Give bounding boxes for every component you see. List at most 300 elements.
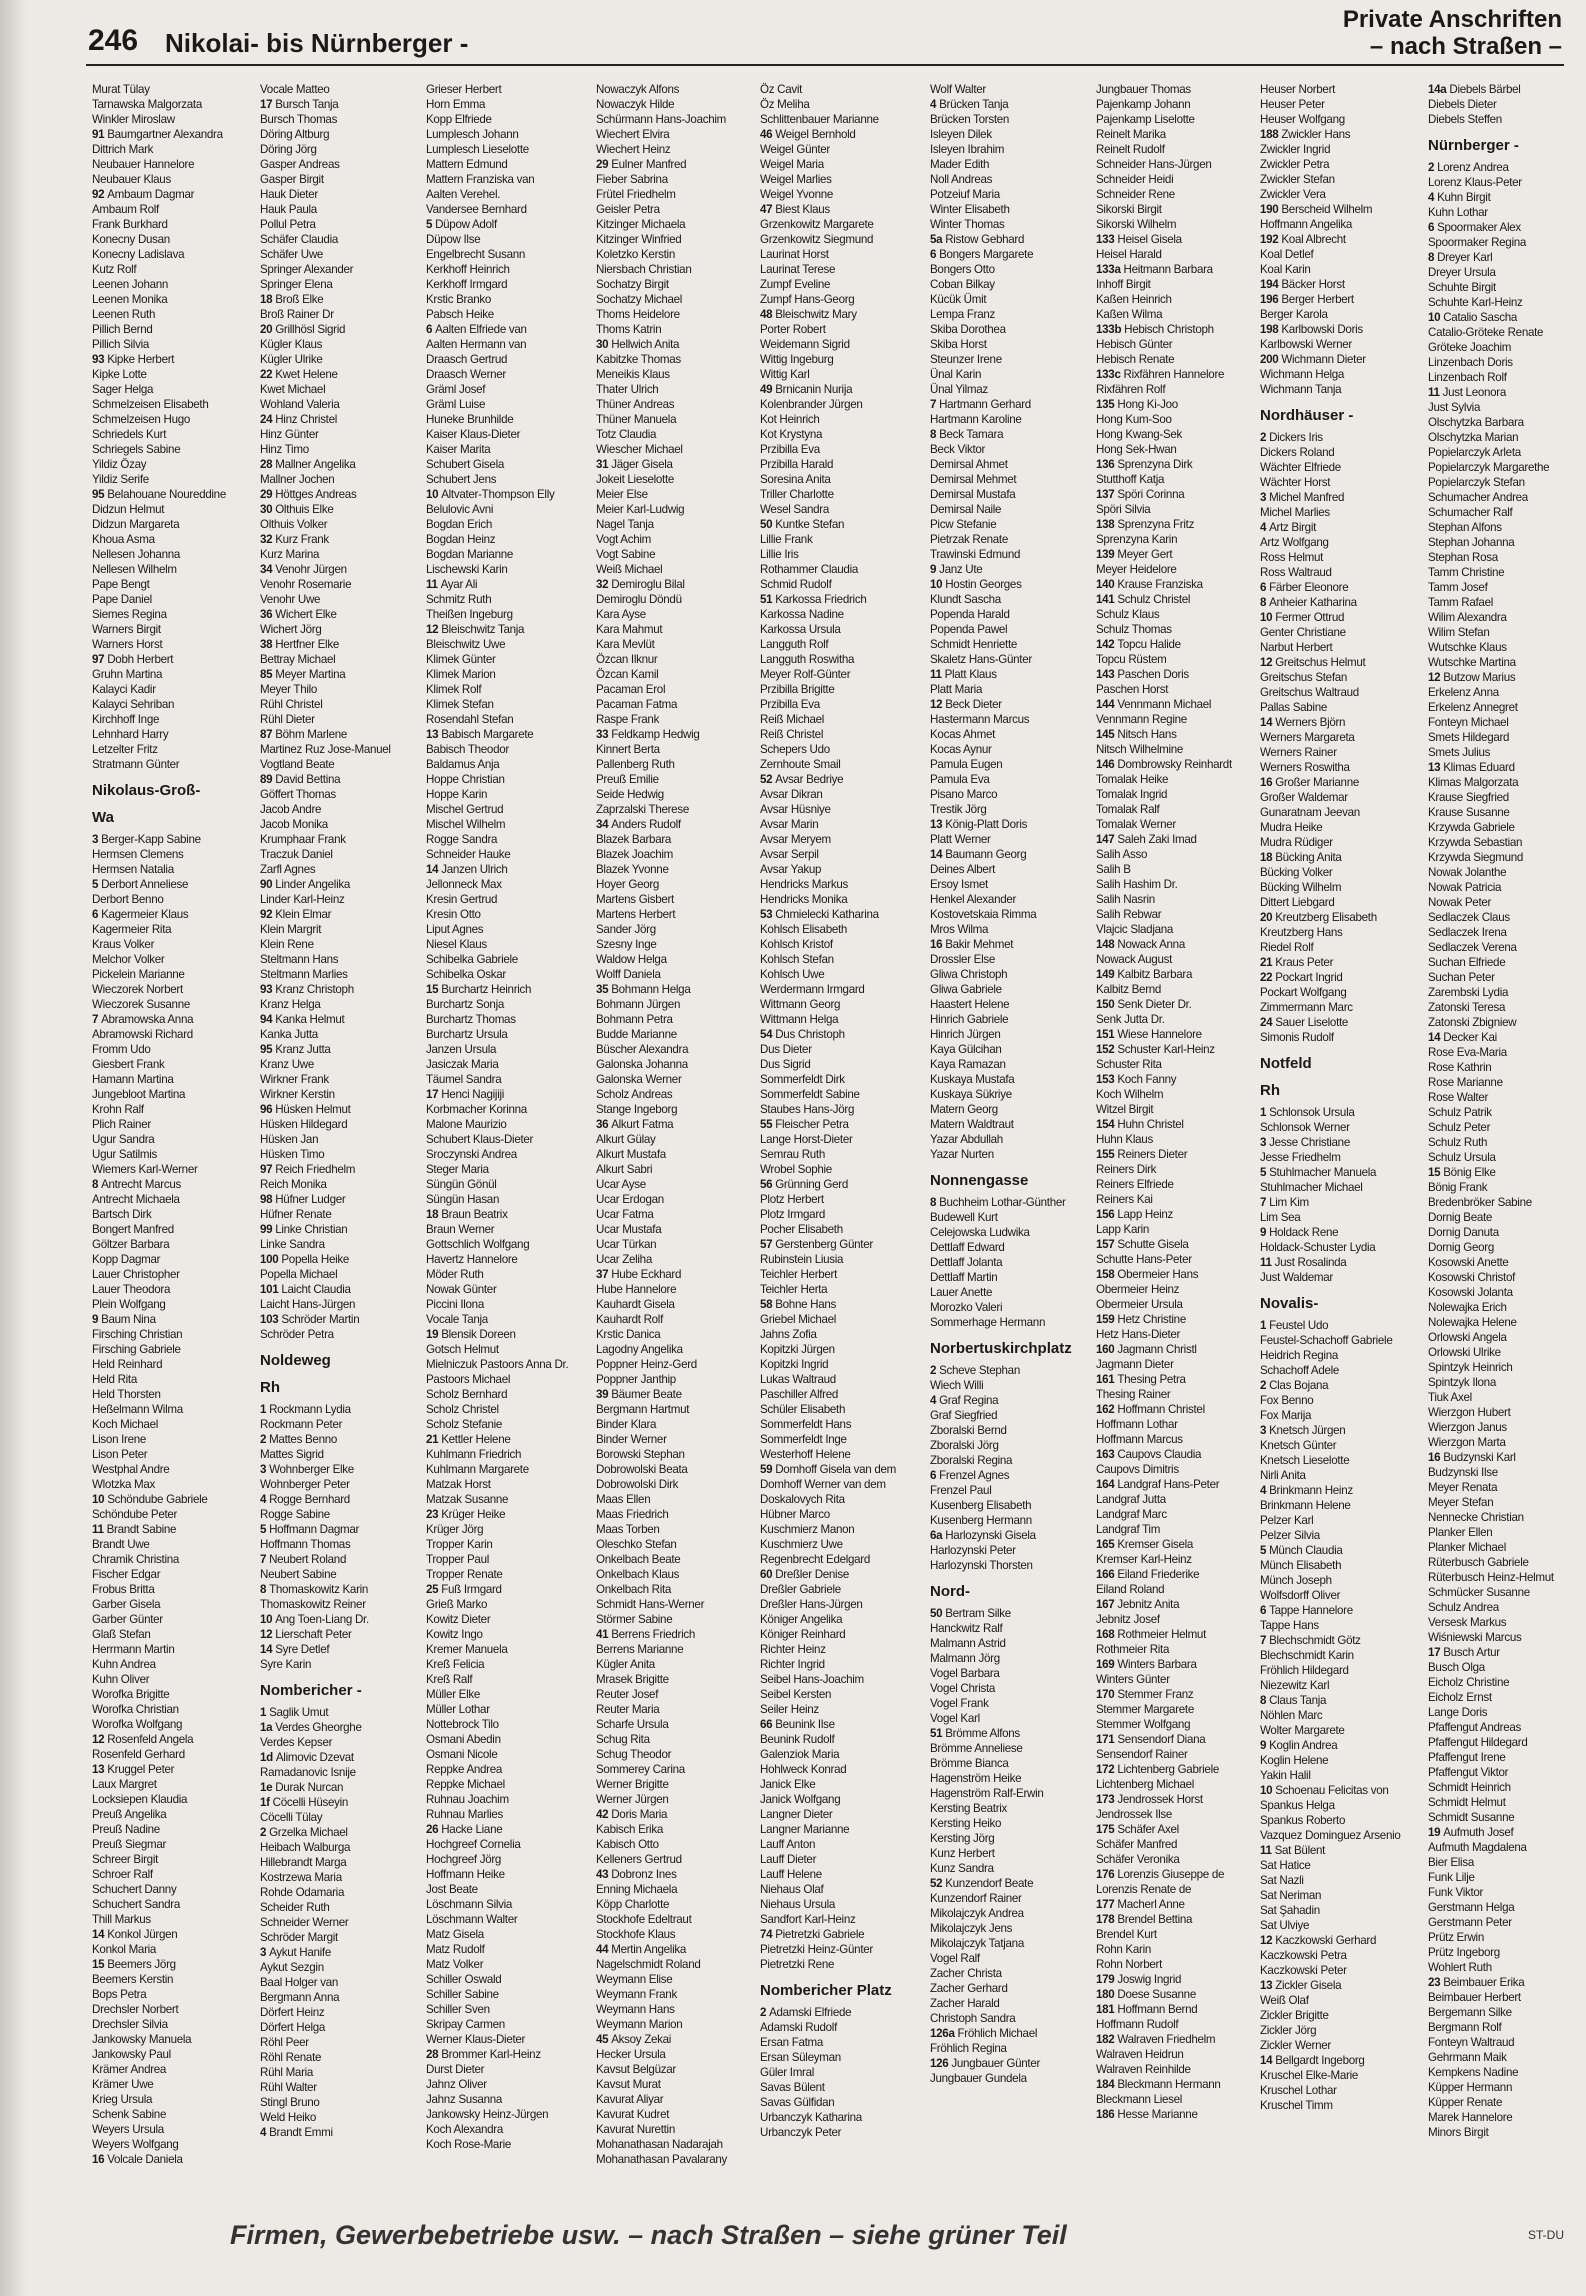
resident-entry: Wiśniewski Marcus bbox=[1428, 1631, 1522, 1644]
resident-entry: 15 Bönig Elke bbox=[1428, 1166, 1496, 1179]
resident-entry: Hong Kwang-Sek bbox=[1096, 428, 1183, 441]
resident-entry: Schmidt Henriette bbox=[930, 638, 1018, 651]
resident-entry: 4 Rogge Bernhard bbox=[260, 1493, 350, 1506]
resident-entry: Nöhlen Marc bbox=[1260, 1709, 1323, 1722]
resident-entry: Reiners Elfriede bbox=[1096, 1178, 1174, 1191]
resident-entry: Winkler Miroslaw bbox=[92, 113, 175, 126]
resident-entry: Schug Rita bbox=[596, 1733, 650, 1746]
resident-entry: Pape Bengt bbox=[92, 578, 150, 591]
resident-entry: 143 Paschen Doris bbox=[1096, 668, 1189, 681]
resident-entry: Wichmann Tanja bbox=[1260, 383, 1342, 396]
resident-entry: Neubauer Klaus bbox=[92, 173, 171, 186]
resident-entry: Richter Heinz bbox=[760, 1643, 826, 1656]
resident-entry: Bücking Volker bbox=[1260, 866, 1333, 879]
resident-entry: Hinrich Jürgen bbox=[930, 1028, 1001, 1041]
resident-entry: 48 Bleischwitz Mary bbox=[760, 308, 857, 321]
resident-entry: Öz Meliha bbox=[760, 98, 810, 111]
resident-entry: Werner Klaus-Dieter bbox=[426, 2033, 526, 2046]
resident-entry: 178 Brendel Bettina bbox=[1096, 1913, 1193, 1926]
resident-entry: Fonteyn Waltraud bbox=[1428, 2036, 1515, 2049]
resident-entry: Wiech Willi bbox=[930, 1379, 984, 1392]
resident-entry: 33 Feldkamp Hedwig bbox=[596, 728, 700, 741]
resident-entry: Bier Elisa bbox=[1428, 1856, 1474, 1869]
resident-entry: Haastert Helene bbox=[930, 998, 1010, 1011]
resident-entry: Beunink Rudolf bbox=[760, 1733, 835, 1746]
resident-entry: 51 Brömme Alfons bbox=[930, 1727, 1020, 1740]
resident-entry: Gräml Josef bbox=[426, 383, 486, 396]
resident-entry: Steltmann Marlies bbox=[260, 968, 348, 981]
resident-entry: Jankowsky Heinz-Jürgen bbox=[426, 2108, 549, 2121]
resident-entry: Konkol Maria bbox=[92, 1943, 157, 1956]
resident-entry: Martens Herbert bbox=[596, 908, 676, 921]
resident-entry: Broß Rainer Dr bbox=[260, 308, 334, 321]
resident-entry: 4 Kuhn Birgit bbox=[1428, 191, 1491, 204]
resident-entry: Kranz Uwe bbox=[260, 1058, 315, 1071]
resident-entry: Karlbowski Werner bbox=[1260, 338, 1352, 351]
resident-entry: Tiuk Axel bbox=[1428, 1391, 1472, 1404]
resident-entry: Scharfe Ursula bbox=[596, 1718, 669, 1731]
resident-entry: Ucar Mustafa bbox=[596, 1223, 662, 1236]
resident-entry: Müller Lothar bbox=[426, 1703, 490, 1716]
resident-entry: 22 Kwet Helene bbox=[260, 368, 338, 381]
resident-entry: Przibilla Brigitte bbox=[760, 683, 835, 696]
resident-entry: Kosowski Christof bbox=[1428, 1271, 1516, 1284]
resident-entry: Vocale Tanja bbox=[426, 1313, 488, 1326]
resident-entry: Schmidt Hans-Werner bbox=[596, 1598, 705, 1611]
resident-entry: Pillich Bernd bbox=[92, 323, 153, 336]
resident-entry: Langguth Roswitha bbox=[760, 653, 855, 666]
resident-entry: Gräml Luise bbox=[426, 398, 486, 411]
resident-entry: Porter Robert bbox=[760, 323, 826, 336]
resident-entry: 8 Dreyer Karl bbox=[1428, 251, 1493, 264]
resident-entry: 14 Bellgardt Ingeborg bbox=[1260, 2054, 1365, 2067]
resident-entry: 91 Baumgartner Alexandra bbox=[92, 128, 223, 141]
resident-entry: Nowaczyk Hilde bbox=[596, 98, 675, 111]
resident-entry: Adamski Rudolf bbox=[760, 2021, 837, 2034]
resident-entry: Kostrzewa Maria bbox=[260, 1871, 342, 1884]
resident-entry: Küpper Renate bbox=[1428, 2096, 1503, 2109]
resident-entry: 5 Münch Claudia bbox=[1260, 1544, 1343, 1557]
resident-entry: Thomaskowitz Reiner bbox=[260, 1598, 366, 1611]
resident-entry: Verdes Kepser bbox=[260, 1736, 333, 1749]
resident-entry: 136 Sprenzyna Dirk bbox=[1096, 458, 1193, 471]
resident-entry: 138 Sprenzyna Fritz bbox=[1096, 518, 1195, 531]
resident-entry: Vlajcic Sladjana bbox=[1096, 923, 1174, 936]
resident-entry: Göffert Thomas bbox=[260, 788, 336, 801]
resident-entry: 1f Cöcelli Hüseyin bbox=[260, 1796, 349, 1809]
resident-entry: Lumplesch Lieselotte bbox=[426, 143, 529, 156]
resident-entry: Hauk Paula bbox=[260, 203, 317, 216]
resident-entry: Celejowska Ludwika bbox=[930, 1226, 1030, 1239]
resident-entry: Lauff Anton bbox=[760, 1838, 816, 1851]
resident-entry: 3 Wohnberger Elke bbox=[260, 1463, 354, 1476]
resident-entry: Antrecht Michaela bbox=[92, 1193, 180, 1206]
resident-entry: Kaya Gülcihan bbox=[930, 1043, 1002, 1056]
resident-entry: Bergmann Hartmut bbox=[596, 1403, 690, 1416]
resident-entry: Caupovs Dimitris bbox=[1096, 1463, 1179, 1476]
resident-entry: 30 Hellwich Anita bbox=[596, 338, 680, 351]
resident-entry: Schröder Margit bbox=[260, 1931, 338, 1944]
resident-entry: 103 Schröder Martin bbox=[260, 1313, 360, 1326]
resident-entry: 184 Bleckmann Hermann bbox=[1096, 2078, 1221, 2091]
resident-entry: Laicht Hans-Jürgen bbox=[260, 1298, 356, 1311]
resident-entry: Pollul Petra bbox=[260, 218, 316, 231]
resident-entry: 159 Hetz Christine bbox=[1096, 1313, 1186, 1326]
resident-entry: Drechsler Norbert bbox=[92, 2003, 179, 2016]
resident-entry: Hetz Hans-Dieter bbox=[1096, 1328, 1181, 1341]
resident-entry: 52 Kunzendorf Beate bbox=[930, 1877, 1034, 1890]
resident-entry: 144 Vennmann Michael bbox=[1096, 698, 1212, 711]
resident-entry: Pabsch Heike bbox=[426, 308, 494, 321]
resident-entry: Matz Volker bbox=[426, 1958, 484, 1971]
resident-entry: Schriedels Kurt bbox=[92, 428, 167, 441]
resident-entry: Krumphaar Frank bbox=[260, 833, 346, 846]
street-heading: Nürnberger - bbox=[1428, 137, 1519, 154]
resident-entry: 146 Dombrowsky Reinhardt bbox=[1096, 758, 1232, 771]
resident-entry: 56 Grünning Gerd bbox=[760, 1178, 849, 1191]
resident-entry: Kavurat Kudret bbox=[596, 2108, 670, 2121]
resident-entry: 133a Heitmann Barbara bbox=[1096, 263, 1213, 276]
resident-entry: 8 Claus Tanja bbox=[1260, 1694, 1327, 1707]
resident-entry: Mischel Gertrud bbox=[426, 803, 504, 816]
resident-entry: Rose Kathrin bbox=[1428, 1061, 1492, 1074]
resident-entry: Savas Gülfidan bbox=[760, 2096, 835, 2109]
resident-entry: Baal Holger van bbox=[260, 1976, 338, 1989]
resident-entry: Hoffmann Lothar bbox=[1096, 1418, 1178, 1431]
resident-entry: Meyer Rolf-Günter bbox=[760, 668, 851, 681]
resident-entry: Lauer Anette bbox=[930, 1286, 993, 1299]
resident-entry: Rohde Odamaria bbox=[260, 1886, 345, 1899]
resident-entry: Grieser Herbert bbox=[426, 83, 502, 96]
resident-entry: Sedlaczek Verena bbox=[1428, 941, 1517, 954]
resident-entry: Schuchert Sandra bbox=[92, 1898, 181, 1911]
resident-entry: Salih Rebwar bbox=[1096, 908, 1162, 921]
resident-entry: Thesing Rainer bbox=[1096, 1388, 1171, 1401]
resident-entry: Zboralski Bernd bbox=[930, 1424, 1007, 1437]
resident-entry: Krause Susanne bbox=[1428, 806, 1510, 819]
running-head-line1: Private Anschriften bbox=[1342, 6, 1562, 33]
resident-entry: Tappe Hans bbox=[1260, 1619, 1319, 1632]
resident-entry: Nowak Jolanthe bbox=[1428, 866, 1507, 879]
resident-entry: Matzak Horst bbox=[426, 1478, 491, 1491]
resident-entry: Lumplesch Johann bbox=[426, 128, 519, 141]
resident-entry: Kohlsch Kristof bbox=[760, 938, 833, 951]
resident-entry: Kowitz Dieter bbox=[426, 1613, 491, 1626]
resident-entry: 8 Beck Tamara bbox=[930, 428, 1004, 441]
resident-entry: Konecny Dusan bbox=[92, 233, 170, 246]
resident-entry: Pelzer Karl bbox=[1260, 1514, 1314, 1527]
resident-entry: Didzun Margareta bbox=[92, 518, 180, 531]
resident-entry: Schuhte Karl-Heinz bbox=[1428, 296, 1523, 309]
resident-entry: Schlittenbauer Marianne bbox=[760, 113, 879, 126]
resident-entry: Waldow Helga bbox=[596, 953, 667, 966]
resident-entry: Malmann Jörg bbox=[930, 1652, 1000, 1665]
resident-entry: Gasper Andreas bbox=[260, 158, 340, 171]
resident-entry: Pajenkamp Johann bbox=[1096, 98, 1191, 111]
resident-entry: Yazar Nurten bbox=[930, 1148, 994, 1161]
resident-entry: Neubert Sabine bbox=[260, 1568, 337, 1581]
resident-entry: 14 Baumann Georg bbox=[930, 848, 1027, 861]
resident-entry: Pallenberg Ruth bbox=[596, 758, 675, 771]
resident-entry: Störmer Sabine bbox=[596, 1613, 673, 1626]
resident-entry: Soresina Anita bbox=[760, 473, 831, 486]
resident-entry: Landgraf Jutta bbox=[1096, 1493, 1166, 1506]
resident-entry: Pickelein Marianne bbox=[92, 968, 185, 981]
resident-entry: Schibelka Gabriele bbox=[426, 953, 518, 966]
resident-entry: Horn Emma bbox=[426, 98, 486, 111]
resident-entry: Jesse Friedhelm bbox=[1260, 1151, 1341, 1164]
resident-entry: 18 Braun Beatrix bbox=[426, 1208, 508, 1221]
resident-entry: Kabisch Otto bbox=[596, 1838, 659, 1851]
resident-entry: Röhl Peer bbox=[260, 2036, 309, 2049]
resident-entry: Schreer Birgit bbox=[92, 1853, 159, 1866]
resident-entry: Babisch Theodor bbox=[426, 743, 509, 756]
resident-entry: Mattes Sigrid bbox=[260, 1448, 324, 1461]
resident-entry: Schubert Klaus-Dieter bbox=[426, 1133, 534, 1146]
resident-entry: Ross Helmut bbox=[1260, 551, 1324, 564]
resident-entry: Königer Angelika bbox=[760, 1613, 843, 1626]
street-heading: Nonnengasse bbox=[930, 1172, 1029, 1189]
resident-entry: Langner Marianne bbox=[760, 1823, 850, 1836]
resident-entry: Pallas Sabine bbox=[1260, 701, 1327, 714]
resident-entry: Klein Rene bbox=[260, 938, 314, 951]
resident-entry: Obermeier Heinz bbox=[1096, 1283, 1180, 1296]
resident-entry: Leenen Johann bbox=[92, 278, 169, 291]
street-heading: Notfeld bbox=[1260, 1055, 1312, 1072]
resident-entry: Matz Rudolf bbox=[426, 1943, 485, 1956]
resident-entry: 10 Altvater-Thompson Elly bbox=[426, 488, 555, 501]
resident-entry: Dettlaff Jolanta bbox=[930, 1256, 1003, 1269]
resident-entry: Dörfert Helga bbox=[260, 2021, 326, 2034]
resident-entry: Platt Werner bbox=[930, 833, 991, 846]
resident-entry: Mader Edith bbox=[930, 158, 990, 171]
resident-entry: Dittert Liebgard bbox=[1260, 896, 1335, 909]
resident-entry: Janick Wolfgang bbox=[760, 1793, 841, 1806]
resident-entry: Leenen Monika bbox=[92, 293, 168, 306]
resident-entry: Havertz Hannelore bbox=[426, 1253, 518, 1266]
resident-entry: 142 Topcu Halide bbox=[1096, 638, 1181, 651]
resident-entry: Rubinstein Liusia bbox=[760, 1253, 844, 1266]
resident-entry: Hendricks Markus bbox=[760, 878, 848, 891]
resident-entry: Schäfer Veronika bbox=[1096, 1853, 1180, 1866]
resident-entry: Jacob Andre bbox=[260, 803, 322, 816]
resident-entry: Obermeier Ursula bbox=[1096, 1298, 1183, 1311]
resident-entry: Jendrossek Ilse bbox=[1096, 1808, 1173, 1821]
resident-entry: Werners Roswitha bbox=[1260, 761, 1350, 774]
resident-entry: Blazek Barbara bbox=[596, 833, 672, 846]
resident-entry: Nagel Tanja bbox=[596, 518, 654, 531]
resident-entry: Weiß Olaf bbox=[1260, 1994, 1309, 2007]
resident-entry: Mischel Wilhelm bbox=[426, 818, 506, 831]
resident-entry: Weymann Frank bbox=[596, 1988, 677, 2001]
resident-entry: Tamm Christine bbox=[1428, 566, 1505, 579]
resident-entry: Demirsal Ahmet bbox=[930, 458, 1008, 471]
resident-entry: Klimek Günter bbox=[426, 653, 496, 666]
resident-entry: Didzun Helmut bbox=[92, 503, 165, 516]
resident-entry: 1 Schlonsok Ursula bbox=[1260, 1106, 1355, 1119]
resident-entry: Isleyen Ibrahim bbox=[930, 143, 1005, 156]
resident-entry: Frütel Friedhelm bbox=[596, 188, 676, 201]
resident-entry: Klein Margrit bbox=[260, 923, 322, 936]
resident-entry: Olschytzka Barbara bbox=[1428, 416, 1524, 429]
resident-entry: Kavurat Nurettin bbox=[596, 2123, 675, 2136]
resident-entry: Kara Mevlüt bbox=[596, 638, 655, 651]
resident-entry: 6 Bongers Margarete bbox=[930, 248, 1034, 261]
resident-entry: Zimmermann Marc bbox=[1260, 1001, 1353, 1014]
resident-entry: Pacaman Fatma bbox=[596, 698, 678, 711]
resident-entry: Westphal Andre bbox=[92, 1463, 170, 1476]
running-head-line2: – nach Straßen – bbox=[1369, 33, 1562, 60]
resident-entry: Zacher Christa bbox=[930, 1967, 1002, 1980]
resident-entry: Kara Mahmut bbox=[596, 623, 663, 636]
resident-entry: Maas Friedrich bbox=[596, 1508, 669, 1521]
resident-entry: Sager Helga bbox=[92, 383, 154, 396]
resident-entry: Bergmann Anna bbox=[260, 1991, 340, 2004]
resident-entry: Weymann Elise bbox=[596, 1973, 673, 1986]
resident-entry: Schubert Gisela bbox=[426, 458, 504, 471]
resident-entry: Inhoff Birgit bbox=[1096, 278, 1151, 291]
resident-entry: Schulz Ursula bbox=[1428, 1151, 1496, 1164]
resident-entry: 6 Frenzel Agnes bbox=[930, 1469, 1010, 1482]
resident-entry: Demirsal Naile bbox=[930, 503, 1002, 516]
resident-entry: Nowak Patricia bbox=[1428, 881, 1502, 894]
resident-entry: Schubert Jens bbox=[426, 473, 497, 486]
resident-entry: Ruhnau Joachim bbox=[426, 1793, 509, 1806]
resident-entry: Kalayci Sehriban bbox=[92, 698, 175, 711]
resident-entry: Huneke Brunhilde bbox=[426, 413, 514, 426]
resident-entry: Fox Marija bbox=[1260, 1409, 1312, 1422]
resident-entry: Schäfer Claudia bbox=[260, 233, 338, 246]
resident-entry: 2 Clas Bojana bbox=[1260, 1379, 1329, 1392]
resident-entry: Onkelbach Beate bbox=[596, 1553, 681, 1566]
resident-entry: Seiler Heinz bbox=[760, 1703, 819, 1716]
resident-entry: Seibel Kersten bbox=[760, 1688, 832, 1701]
resident-entry: Olschytzka Marian bbox=[1428, 431, 1519, 444]
resident-entry: 87 Böhm Marlene bbox=[260, 728, 348, 741]
resident-entry: Krämer Andrea bbox=[92, 2063, 167, 2076]
resident-entry: Schneider Werner bbox=[260, 1916, 349, 1929]
resident-entry: Plotz Irmgard bbox=[760, 1208, 826, 1221]
resident-entry: Semrau Ruth bbox=[760, 1148, 826, 1161]
resident-entry: Kaiser Marita bbox=[426, 443, 491, 456]
resident-entry: Münch Joseph bbox=[1260, 1574, 1332, 1587]
resident-entry: Niehaus Olaf bbox=[760, 1883, 824, 1896]
resident-entry: 12 Rosenfeld Angela bbox=[92, 1733, 194, 1746]
resident-entry: Burchartz Sonja bbox=[426, 998, 504, 1011]
resident-entry: 155 Reiners Dieter bbox=[1096, 1148, 1188, 1161]
resident-entry: Jungbauer Thomas bbox=[1096, 83, 1191, 96]
resident-entry: Thill Markus bbox=[92, 1913, 151, 1926]
resident-entry: Pfaffengut Andreas bbox=[1428, 1721, 1522, 1734]
resident-entry: Sochatzy Michael bbox=[596, 293, 683, 306]
resident-entry: Weyers Ursula bbox=[92, 2123, 164, 2136]
resident-entry: Rohn Norbert bbox=[1096, 1958, 1162, 1971]
page-header bbox=[0, 0, 1586, 68]
resident-entry: Rüterbusch Heinz-Helmut bbox=[1428, 1571, 1554, 1584]
resident-entry: Jebnitz Josef bbox=[1096, 1613, 1160, 1626]
resident-entry: Minors Birgit bbox=[1428, 2126, 1489, 2139]
resident-entry: Walraven Reinhilde bbox=[1096, 2063, 1191, 2076]
resident-entry: Pajenkamp Liselotte bbox=[1096, 113, 1195, 126]
resident-entry: Zatonski Teresa bbox=[1428, 1001, 1506, 1014]
resident-entry: 164 Landgraf Hans-Peter bbox=[1096, 1478, 1220, 1491]
resident-entry: Linke Sandra bbox=[260, 1238, 325, 1251]
resident-entry: Maas Torben bbox=[596, 1523, 660, 1536]
resident-entry: Schmidt Susanne bbox=[1428, 1811, 1515, 1824]
resident-entry: Garber Günter bbox=[92, 1613, 163, 1626]
resident-entry: Salih Asso bbox=[1096, 848, 1148, 861]
resident-entry: 194 Bäcker Horst bbox=[1260, 278, 1345, 291]
resident-entry: Schroer Ralf bbox=[92, 1868, 153, 1881]
resident-entry: Rogge Sabine bbox=[260, 1508, 330, 1521]
resident-entry: Salih B bbox=[1096, 863, 1131, 876]
resident-entry: Meier Karl-Ludwig bbox=[596, 503, 685, 516]
resident-entry: Kalbitz Bernd bbox=[1096, 983, 1162, 996]
resident-entry: 11 Just Leonora bbox=[1428, 386, 1507, 399]
resident-entry: 2 Scheve Stephan bbox=[930, 1364, 1020, 1377]
resident-entry: Plich Rainer bbox=[92, 1118, 151, 1131]
directory-column bbox=[92, 82, 252, 2192]
resident-entry: Venohr Uwe bbox=[260, 593, 321, 606]
resident-entry: Zwickler Stefan bbox=[1260, 173, 1335, 186]
resident-entry: Hüfner Renate bbox=[260, 1208, 332, 1221]
resident-entry: 8 Thomaskowitz Karin bbox=[260, 1583, 369, 1596]
resident-entry: Krstic Branko bbox=[426, 293, 492, 306]
resident-entry: Sensendorf Rainer bbox=[1096, 1748, 1188, 1761]
resident-entry: Bogdan Erich bbox=[426, 518, 493, 531]
resident-entry: 1a Verdes Gheorghe bbox=[260, 1721, 362, 1734]
resident-entry: Reuter Josef bbox=[596, 1688, 659, 1701]
resident-entry: 179 Joswig Ingrid bbox=[1096, 1973, 1182, 1986]
resident-entry: Zarembski Lydia bbox=[1428, 986, 1509, 999]
resident-entry: Kügler Ulrike bbox=[260, 353, 323, 366]
resident-entry: Stockhofe Edeltraut bbox=[596, 1913, 692, 1926]
resident-entry: 1 Feustel Udo bbox=[1260, 1319, 1329, 1332]
resident-entry: Winter Elisabeth bbox=[930, 203, 1010, 216]
resident-entry: Schulz Ruth bbox=[1428, 1136, 1488, 1149]
resident-entry: Wittig Ingeburg bbox=[760, 353, 834, 366]
resident-entry: Kersting Beatrix bbox=[930, 1802, 1008, 1815]
resident-entry: Mros Wilma bbox=[930, 923, 989, 936]
resident-entry: Koch Alexandra bbox=[426, 2123, 504, 2136]
resident-entry: 90 Linder Angelika bbox=[260, 878, 351, 891]
resident-entry: Hüsken Jan bbox=[260, 1133, 319, 1146]
resident-entry: 94 Kanka Helmut bbox=[260, 1013, 345, 1026]
resident-entry: Niezewitz Karl bbox=[1260, 1679, 1330, 1692]
resident-entry: 5 Düpow Adolf bbox=[426, 218, 497, 231]
resident-entry: Plotz Herbert bbox=[760, 1193, 824, 1206]
resident-entry: Knetsch Günter bbox=[1260, 1439, 1337, 1452]
resident-entry: Dornig Georg bbox=[1428, 1241, 1494, 1254]
resident-entry: Kot Krystyna bbox=[760, 428, 823, 441]
resident-entry: Potzeiuf Maria bbox=[930, 188, 1000, 201]
resident-entry: Letzelter Fritz bbox=[92, 743, 158, 756]
resident-entry: 198 Karlbowski Doris bbox=[1260, 323, 1363, 336]
resident-entry: Tomalak Heike bbox=[1096, 773, 1169, 786]
resident-entry: Nowaczyk Alfons bbox=[596, 83, 680, 96]
resident-entry: Zboralski Jörg bbox=[930, 1439, 999, 1452]
resident-entry: 1d Alimovic Dzevat bbox=[260, 1751, 354, 1764]
resident-entry: 19 Blensik Doreen bbox=[426, 1328, 516, 1341]
resident-entry: Wächter Elfriede bbox=[1260, 461, 1341, 474]
resident-entry: Nowack August bbox=[1096, 953, 1173, 966]
resident-entry: Stemmer Margarete bbox=[1096, 1703, 1194, 1716]
resident-entry: Schlonsok Werner bbox=[1260, 1121, 1350, 1134]
resident-entry: 188 Zwickler Hans bbox=[1260, 128, 1351, 141]
resident-entry: Plein Wolfgang bbox=[92, 1298, 166, 1311]
resident-entry: Suchan Peter bbox=[1428, 971, 1495, 984]
resident-entry: Kabisch Erika bbox=[596, 1823, 663, 1836]
